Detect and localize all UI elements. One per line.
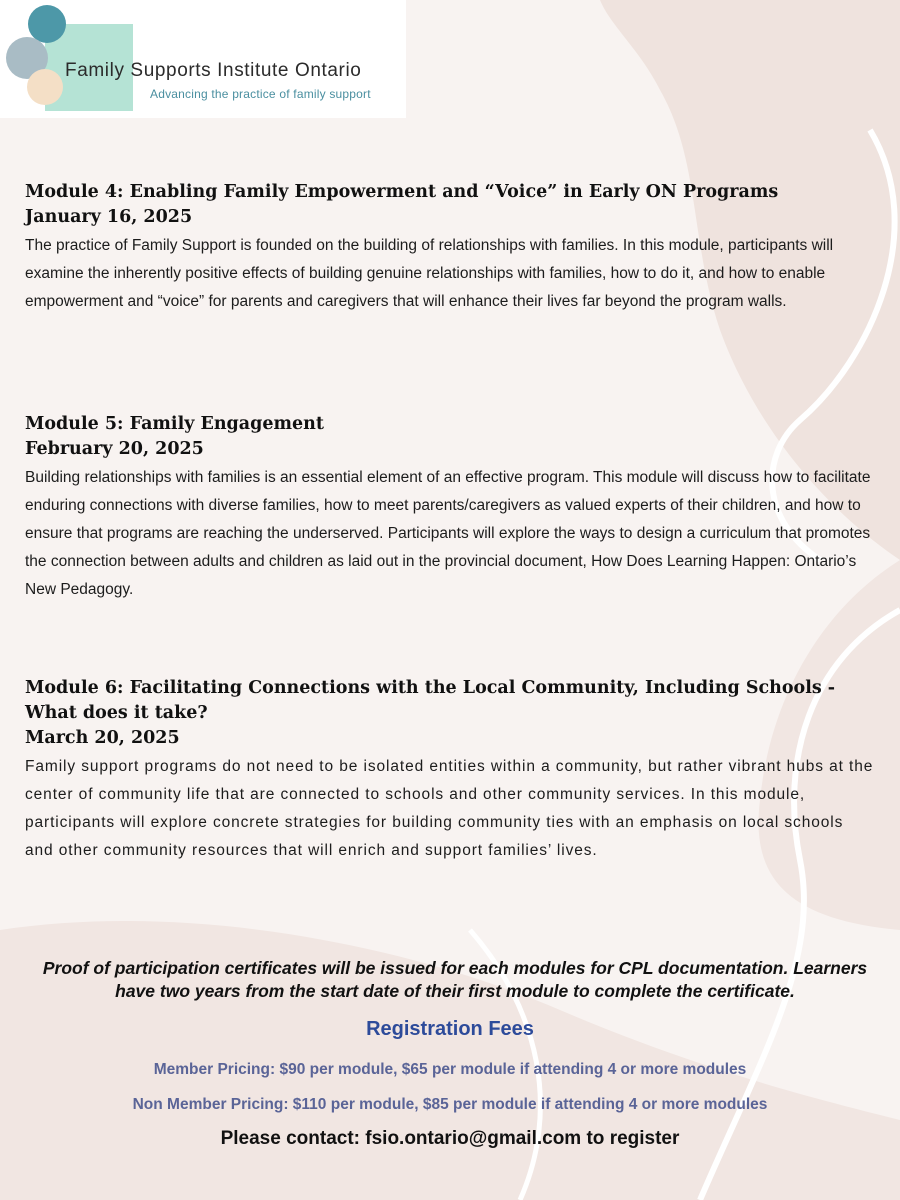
module-4	[25, 180, 875, 316]
non-member-pricing: Non Member Pricing: $110 per module, $85 per module if attending 4 or more modules	[132, 1096, 768, 1113]
org-name: Family Supports Institute Ontario	[65, 60, 362, 81]
module-date: February 20, 2025	[25, 439, 204, 459]
module-title: Module 6: Facilitating Connections with the Local Community, Including Schools - What does it take?	[25, 678, 836, 723]
certificate-note: Proof of participation certificates will be issued for each modules for CPL documentation. Learners have two years from the start date of their first module to complete the certificate.	[42, 958, 868, 1001]
org-tagline: Advancing the practice of family support	[150, 87, 371, 101]
module-date: January 16, 2025	[25, 207, 193, 227]
logo-icon	[0, 0, 160, 118]
module-description: The practice of Family Support is founded on the building of relationships with families. In this module, participants will examine the inherently positive effects of building genuine relationships with families, how to do it, and how to enable empowerment and “voice” for parents and caregivers that will enhance their lives far beyond the program walls.	[25, 237, 834, 310]
module-5	[25, 412, 875, 604]
header	[0, 0, 406, 118]
module-description: Building relationships with families is an essential element of an effective program. This module will discuss how to facilitate enduring connections with diverse families, how to meet parents/caregivers as valued experts of their children, and how to ensure that programs are reaching the underserved. Participants will explore the ways to design a curriculum that promotes the connection between adults and children as laid out in the provincial document, How Does Learning Happen: Ontario’s New Pedagogy.	[25, 469, 871, 598]
module-title: Module 4: Enabling Family Empowerment and “Voice” in Early ON Programs	[25, 182, 779, 202]
contact-info: Please contact: fsio.ontario@gmail.com to register	[220, 1128, 680, 1149]
module-6	[25, 676, 875, 865]
registration-fees-heading: Registration Fees	[366, 1018, 534, 1040]
member-pricing: Member Pricing: $90 per module, $65 per module if attending 4 or more modules	[153, 1061, 747, 1078]
module-description: Family support programs do not need to be isolated entities within a community, but rather vibrant hubs at the center of community life that are connected to schools and other community services. In this module, participants will explore concrete strategies for building community ties with an emphasis on local schools and other community resources that will enrich and support families’ lives.	[25, 758, 874, 859]
module-date: March 20, 2025	[25, 728, 180, 748]
module-title: Module 5: Family Engagement	[25, 414, 324, 434]
